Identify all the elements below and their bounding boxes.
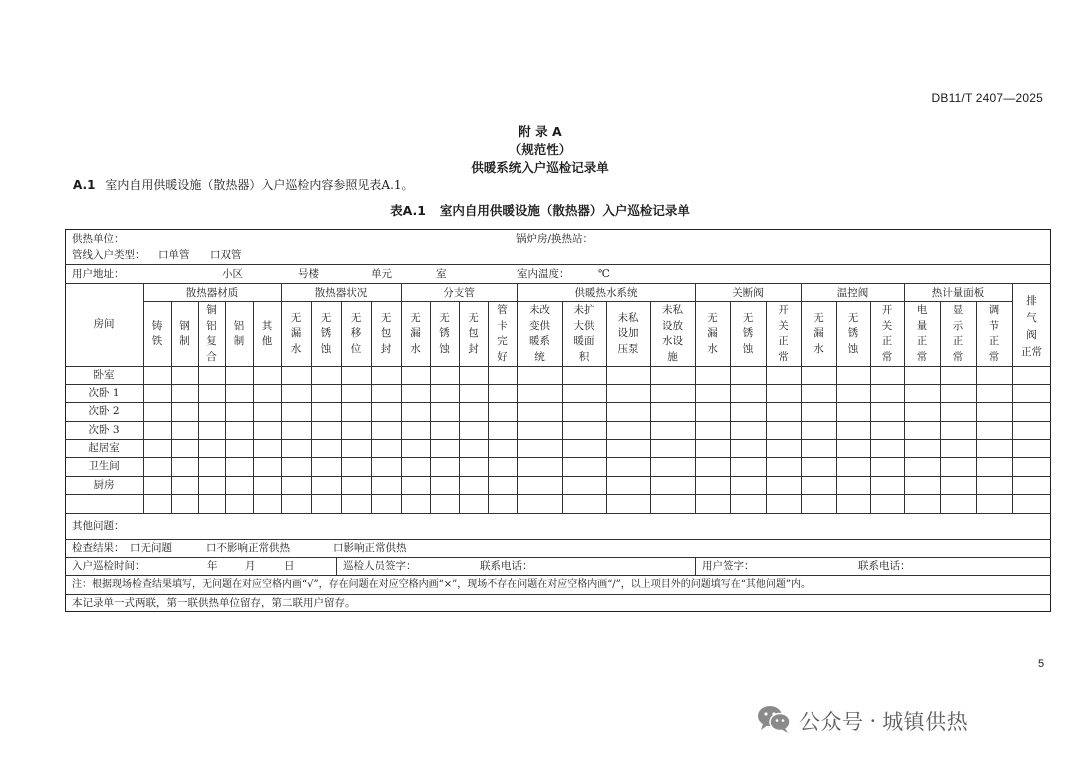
column-subheader: 管 卡 完 好	[497, 304, 508, 363]
column-subheader: 无 包 封	[380, 311, 392, 355]
table-caption: 室内自用供暖设施（散热器）入户巡检记录单	[439, 203, 690, 218]
district-label: 小区	[222, 268, 243, 280]
column-subheader: 无 漏 水	[707, 311, 718, 355]
result-option-no-impact: 口不影响正常供热	[206, 542, 290, 554]
watermark-name: 城镇供热	[882, 710, 969, 734]
wechat-icon	[757, 704, 791, 738]
table-number: 表A.1	[390, 203, 426, 218]
table-note: 注：根据现场检查结果填写，无问题在对应空格内画“√”，存在问题在对应空格内画“×”，现场不存在问题在对应空格内画“/”，以上项目外的问题填写在“其他问题”内。	[72, 579, 812, 590]
page-number: 5	[1038, 658, 1045, 670]
column-subheader: 铸 铁	[151, 319, 163, 347]
column-subheader: 未扩 大供 暖面 积	[573, 304, 595, 363]
row-divider	[65, 557, 1051, 558]
row-divider	[65, 594, 1051, 595]
clause-text: 室内自用供暖设施（散热器）入户巡检内容参照见表A.1。	[105, 178, 414, 192]
watermark-brand: 公众号	[799, 710, 864, 734]
table-title	[0, 201, 1080, 219]
clause-a1	[73, 176, 414, 193]
result-option-no-issue: 口无问题	[130, 542, 172, 554]
indoor-temp-label: 室内温度：	[517, 268, 570, 280]
visit-year: 年	[207, 560, 218, 572]
room-row-label: 卫生间	[88, 460, 120, 472]
column-subheader: 无 包 封	[468, 311, 479, 355]
room-row-label: 厨房	[93, 479, 115, 491]
group-header-thermostatic-valve: 温控阀	[836, 287, 869, 299]
visit-month: 月	[245, 560, 256, 572]
group-header-material: 散热器材质	[185, 287, 239, 299]
column-subheader: 无 移 位	[350, 311, 362, 355]
inspector-phone-label: 联系电话：	[480, 560, 533, 572]
copies-note: 本记录单一式两联，第一联供热单位留存，第二联用户留存。	[72, 597, 356, 609]
exhaust-valve-header: 排 气 阀 正常	[1021, 295, 1042, 358]
column-subheader: 无 漏 水	[410, 311, 421, 355]
visit-day: 日	[284, 560, 295, 572]
user-phone-label: 联系电话：	[858, 560, 911, 572]
single-pipe-option: 口单管	[158, 249, 190, 261]
pipe-type-label: 管线入户类型：	[72, 249, 146, 261]
room-row-label: 次卧 2	[88, 405, 120, 417]
column-subheader: 无 锈 蚀	[847, 311, 859, 355]
boiler-station-label: 锅炉房/换热站：	[516, 233, 594, 245]
other-issues-label: 其他问题：	[72, 520, 125, 532]
watermark-dot: ·	[869, 709, 877, 733]
temp-unit-label: ℃	[598, 268, 610, 280]
column-subheader: 铝 制	[233, 319, 245, 347]
column-subheader: 电 量 正 常	[916, 304, 928, 363]
row-divider	[65, 539, 1051, 540]
address-label: 用户地址：	[72, 268, 125, 280]
col-divider	[336, 557, 337, 575]
row-divider	[65, 264, 1051, 265]
room-label: 室	[436, 268, 447, 280]
appendix-type: （规范性）	[508, 142, 572, 157]
row-divider	[65, 575, 1051, 576]
column-subheader: 其 他	[261, 319, 273, 347]
inspector-sign-label: 巡检人员签字：	[343, 560, 417, 572]
user-sign-label: 用户签字：	[702, 560, 755, 572]
result-label: 检查结果：	[72, 542, 125, 554]
room-row-label: 次卧 1	[88, 387, 120, 399]
column-subheader: 调 节 正 常	[988, 304, 1000, 363]
group-header-condition: 散热器状况	[314, 287, 368, 299]
column-subheader: 显 示 正 常	[952, 304, 964, 363]
group-header-branch-pipe: 分支管	[443, 287, 475, 299]
clause-number: A.1	[73, 178, 96, 192]
column-subheader: 铜 铝 复 合	[206, 304, 217, 363]
visit-time-label: 入户巡检时间：	[72, 560, 146, 572]
group-header-heat-meter-panel: 热计量面板	[931, 287, 985, 299]
column-subheader: 未改 变供 暖系 统	[529, 304, 550, 363]
unit-label: 单元	[371, 268, 392, 280]
column-subheader: 未私 设放 水设 施	[662, 304, 683, 363]
col-divider	[695, 557, 696, 575]
room-column-header: 房间	[93, 318, 115, 330]
room-row-label: 起居室	[88, 442, 120, 454]
column-subheader: 无 锈 蚀	[439, 311, 450, 355]
room-row-label: 次卧 3	[88, 424, 120, 436]
column-subheader: 钢 制	[179, 319, 190, 347]
appendix-label: 附 录 A	[518, 124, 562, 139]
group-header-shutoff-valve: 关断阀	[732, 287, 764, 299]
group-header-hot-water-system: 供暖热水系统	[574, 287, 638, 299]
column-subheader: 开 关 正 常	[778, 304, 789, 363]
appendix-title: 供暖系统入户巡检记录单	[471, 160, 609, 175]
column-subheader: 未私 设加 压泵	[617, 311, 639, 355]
result-option-impact: 口影响正常供热	[333, 542, 407, 554]
column-subheader: 无 锈 蚀	[320, 311, 332, 355]
column-subheader: 开 关 正 常	[881, 304, 893, 363]
column-subheader: 无 漏 水	[813, 311, 824, 355]
heat-unit-label: 供热单位：	[72, 233, 125, 245]
row-divider	[65, 513, 1051, 514]
building-label: 号楼	[298, 268, 319, 280]
row-divider	[143, 301, 1012, 302]
room-row-label: 卧室	[93, 369, 115, 381]
column-subheader: 无 锈 蚀	[742, 311, 754, 355]
double-pipe-option: 口双管	[210, 249, 242, 261]
column-subheader: 无 漏 水	[290, 311, 302, 355]
watermark	[757, 704, 968, 738]
col-divider	[143, 283, 144, 513]
standard-code: DB11/T 2407—2025	[931, 91, 1043, 105]
